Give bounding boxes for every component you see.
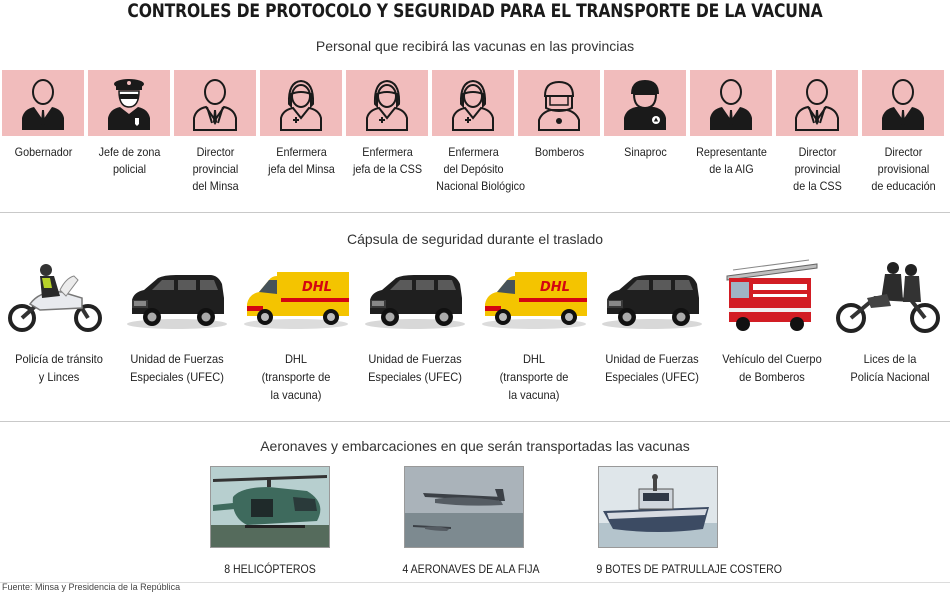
divider: [0, 421, 950, 422]
aircraft-heading: Aeronaves y embarcaciones en que serán transportadas las vacunas: [260, 438, 690, 454]
suv-icon: [118, 258, 236, 340]
convoy-row: [0, 258, 950, 408]
vehicle-dhl: [475, 258, 593, 404]
person-suit-icon: [776, 70, 858, 136]
vehicle-policia-transito: [0, 258, 118, 386]
vehicle-ufec: [118, 258, 236, 386]
vehicle-label: Policía de tránsito y Linces: [15, 352, 103, 384]
vehicle-ufec: [356, 258, 474, 386]
person-label: Director provincial del Minsa: [192, 145, 239, 193]
person-suit-icon: [2, 70, 84, 136]
person-label: Director provisional de educación: [871, 145, 936, 193]
vehicle-ufec: [593, 258, 711, 386]
personnel-heading: Personal que recibirá las vacunas en las provincias: [315, 38, 635, 54]
suv-icon: [593, 258, 711, 340]
helicopter-photo: [210, 466, 330, 548]
person-suit-icon: [862, 70, 944, 136]
person-label: Representante de la AIG: [696, 145, 767, 176]
vehicle-label: DHL (transporte de la vacuna): [499, 352, 569, 402]
person-director-educacion: [862, 70, 945, 195]
person-label: Enfermera jefa de la CSS: [352, 145, 423, 176]
person-enfermera-minsa: [260, 70, 343, 178]
patrol-boat-photo: [598, 466, 718, 548]
person-label: Gobernador: [14, 145, 73, 159]
police-motorcycle-icon: [831, 258, 949, 340]
airplane-photo: [404, 466, 524, 548]
vehicle-label: Unidad de Fuerzas Especiales (UFEC): [130, 352, 224, 384]
convoy-heading: Cápsula de seguridad durante el traslado: [346, 231, 604, 247]
divider: [0, 212, 950, 213]
craft-airplanes: [394, 466, 540, 576]
vehicle-label: Vehículo del Cuerpo de Bomberos: [722, 352, 822, 384]
vehicle-lices-policia: [831, 258, 949, 386]
person-suit-icon: [174, 70, 256, 136]
vehicle-label: Unidad de Fuerzas Especiales (UFEC): [605, 352, 699, 384]
person-enfermera-css: [346, 70, 429, 178]
vehicle-label: Unidad de Fuerzas Especiales (UFEC): [368, 352, 462, 384]
page-title: CONTROLES DE PROTOCOLO Y SEGURIDAD PARA EL TRANSPORTE DE LA VACUNA: [127, 0, 823, 22]
person-label: Sinaproc: [624, 145, 667, 159]
craft-boats: [588, 466, 783, 576]
aircraft-row: [0, 466, 950, 578]
police-officer-icon: [88, 70, 170, 136]
vehicle-label: Lices de la Policía Nacional: [850, 352, 930, 384]
person-jefe-zona-policial: [88, 70, 171, 178]
person-enfermera-deposito: [432, 70, 526, 195]
dhl-van-icon: [475, 258, 593, 340]
fire-truck-icon: [713, 258, 831, 340]
suv-icon: [356, 258, 474, 340]
person-bomberos: [518, 70, 601, 161]
craft-label: 9 BOTES DE PATRULLAJE COSTERO: [596, 562, 783, 576]
vehicle-label: DHL (transporte de la vacuna): [261, 352, 331, 402]
nurse-icon: [432, 70, 514, 136]
person-director-css: [776, 70, 859, 195]
person-label: Jefe de zona policial: [98, 145, 161, 176]
craft-label: 4 AERONAVES DE ALA FIJA: [402, 562, 540, 576]
nurse-icon: [346, 70, 428, 136]
person-representante-aig: [690, 70, 773, 178]
craft-helicopters: [200, 466, 340, 576]
person-label: Enfermera jefa del Minsa: [268, 145, 335, 176]
person-label: Enfermera del Depósito Nacional Biológico: [436, 145, 526, 193]
person-director-minsa: [174, 70, 257, 195]
civil-protection-icon: [604, 70, 686, 136]
nurse-icon: [260, 70, 342, 136]
person-gobernador: [2, 70, 85, 161]
vehicle-bomberos: [713, 258, 831, 386]
personnel-row: [2, 70, 948, 196]
person-label: Director provincial de la CSS: [793, 145, 842, 193]
firefighter-icon: [518, 70, 600, 136]
motorcycle-icon: [0, 258, 118, 340]
person-sinaproc: [604, 70, 687, 161]
craft-label: 8 HELICÓPTEROS: [224, 562, 316, 576]
person-label: Bomberos: [534, 145, 585, 159]
vehicle-dhl: [237, 258, 355, 404]
person-suit-icon: [690, 70, 772, 136]
source-note: Fuente: Minsa y Presidencia de la República: [2, 582, 181, 592]
dhl-van-icon: [237, 258, 355, 340]
